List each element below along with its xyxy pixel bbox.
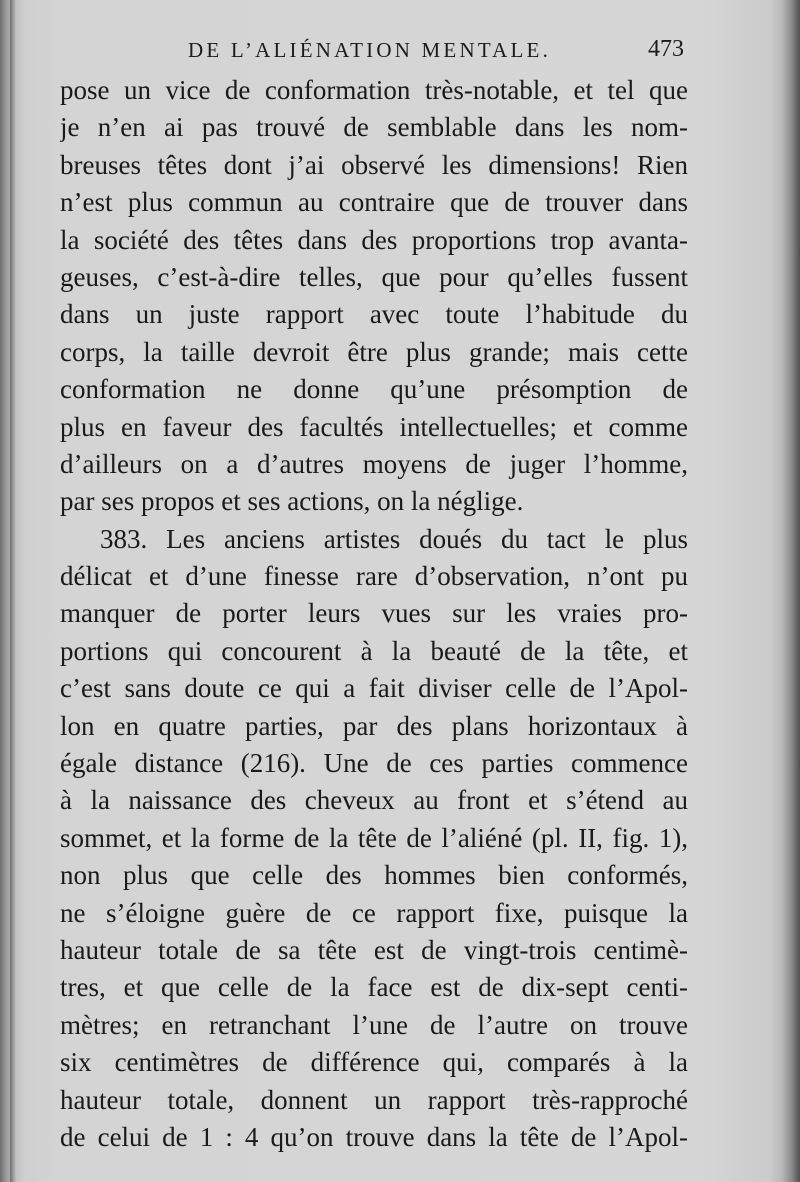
text-line: hauteur totale de sa tête est de vingt-trois centimè- <box>60 934 688 965</box>
text-line: manquer de porter leurs vues sur les vraies pro- <box>60 598 688 629</box>
text-line: tres, et que celle de la face est de dix-sept centi- <box>60 972 688 1003</box>
text-line: sommet, et la forme de la tête de l’aliéné (pl. II, fig. 1), <box>60 822 688 853</box>
paragraph-start-line: 383. Les anciens artistes doués du tact le plus <box>100 523 688 554</box>
text-line: non plus que celle des hommes bien conformés, <box>60 860 688 891</box>
text-line: portions qui concourent à la beauté de la tête, et <box>60 635 688 666</box>
text-line: à la naissance des cheveux au front et s’étend au <box>60 785 688 816</box>
text-line: la société des têtes dans des proportions trop avanta- <box>60 224 688 255</box>
page-gutter-shadow <box>10 0 16 1182</box>
text-line: par ses propos et ses actions, on la néglige. <box>60 486 524 517</box>
text-line: plus en faveur des facultés intellectuelles; et comme <box>60 411 688 442</box>
text-line: n’est plus commun au contraire que de trouver dans <box>60 187 688 218</box>
text-line: hauteur totale, donnent un rapport très-rapproché <box>60 1084 688 1115</box>
text-line: dans un juste rapport avec toute l’habitude du <box>60 299 688 330</box>
text-line: breuses têtes dont j’ai observé les dimensions! Rien <box>60 149 688 180</box>
text-line: corps, la taille devroit être plus grande; mais cette <box>60 336 688 367</box>
text-line: mètres; en retranchant l’une de l’autre on trouve <box>60 1009 688 1040</box>
page-number: 473 <box>648 36 684 62</box>
text-line: je n’en ai pas trouvé de semblable dans les nom- <box>60 112 688 143</box>
text-line: égale distance (216). Une de ces parties commence <box>60 748 688 779</box>
text-line: geuses, c’est-à-dire telles, que pour qu’elles fussent <box>60 261 688 292</box>
text-line: délicat et d’une finesse rare d’observation, n’ont pu <box>60 561 688 592</box>
text-line: d’ailleurs on a d’autres moyens de juger l’homme, <box>60 448 688 479</box>
running-head: DE L’ALIÉNATION MENTALE. <box>188 38 552 62</box>
text-line: six centimètres de différence qui, comparés à la <box>60 1047 688 1078</box>
text-line: lon en quatre parties, par des plans horizontaux à <box>60 710 688 741</box>
text-line: pose un vice de conformation très-notable, et tel que <box>60 75 688 105</box>
body-text <box>60 72 688 1156</box>
text-line: c’est sans doute ce qui a fait diviser celle de l’Apol- <box>60 673 688 704</box>
page-edge-shadow <box>782 0 800 1182</box>
page-header <box>60 34 690 70</box>
text-line: conformation ne donne qu’une présomption de <box>60 374 688 405</box>
text-line: de celui de 1 : 4 qu’on trouve dans la tête de l’Apol- <box>60 1121 688 1152</box>
text-line: ne s’éloigne guère de ce rapport fixe, puisque la <box>60 897 688 928</box>
